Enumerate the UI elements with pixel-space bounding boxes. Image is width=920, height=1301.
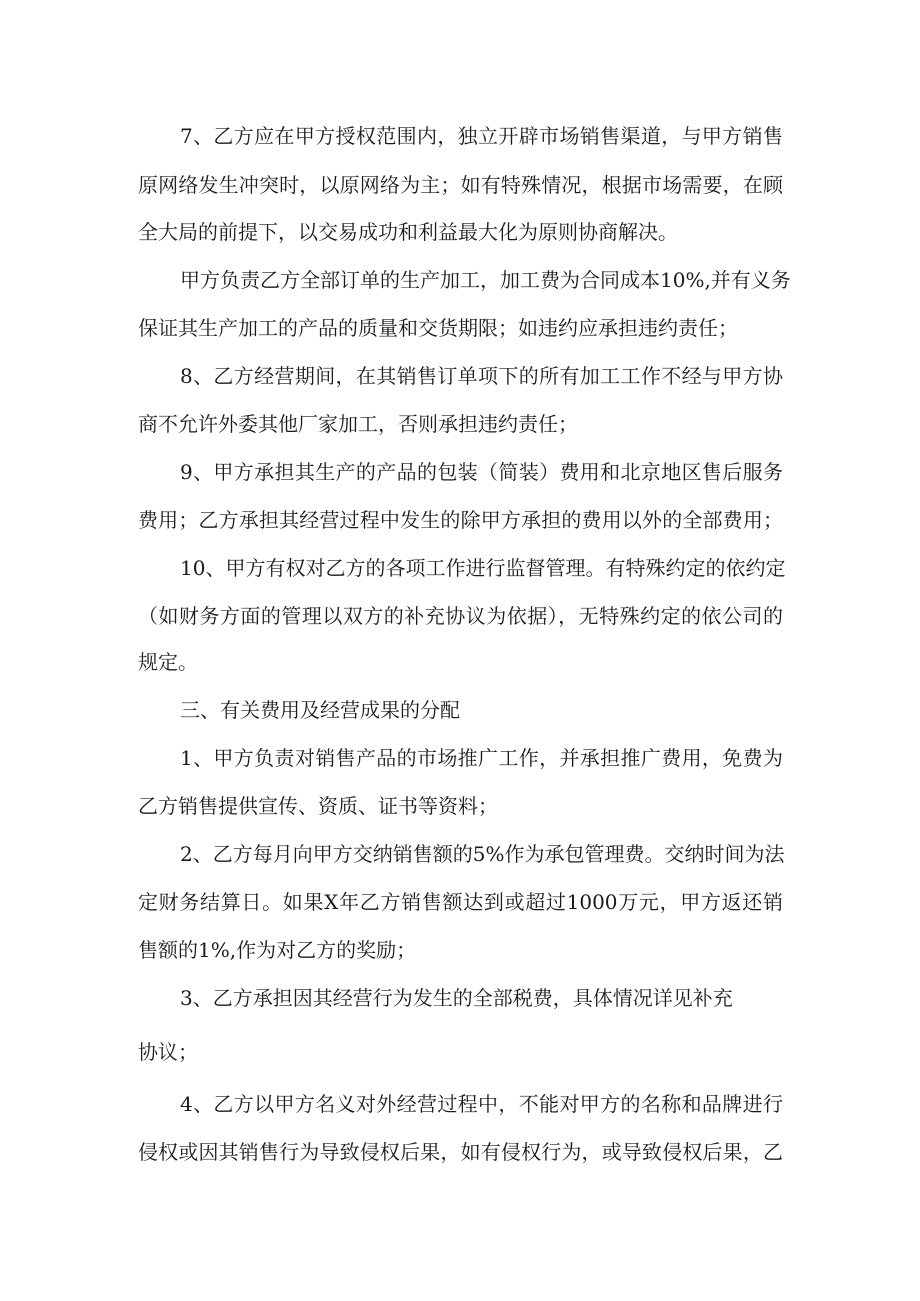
clause-7-line-3: 全大局的前提下，以交易成功和利益最大化为原则协商解决。: [138, 220, 678, 244]
section-3-clause-1-line-1: 1、甲方负责对销售产品的市场推广工作，并承担推广费用，免费为: [180, 746, 783, 770]
clause-8-line-1: 8、乙方经营期间，在其销售订单项下的所有加工工作不经与甲方协: [180, 364, 783, 388]
section-3-clause-3-line-1: 3、乙方承担因其经营行为发生的全部税费，具体情况详见补充: [180, 986, 733, 1010]
processing-clause-line-1: 甲方负责乙方全部订单的生产加工，加工费为合同成本10%,并有义务: [180, 268, 791, 292]
section-3-heading: 三、有关费用及经营成果的分配: [180, 698, 460, 722]
section-3-clause-2-line-2: 定财务结算日。如果X年乙方销售额达到或超过1000万元，甲方返还销: [138, 890, 783, 914]
clause-10-line-3: 规定。: [138, 650, 198, 674]
section-3-clause-1-line-2: 乙方销售提供宣传、资质、证书等资料；: [138, 794, 498, 818]
section-3-clause-3-line-2: 协议；: [138, 1040, 198, 1064]
clause-10-line-2: （如财务方面的管理以双方的补充协议为依据），无特殊约定的依公司的: [138, 604, 783, 628]
section-3-clause-4-line-1: 4、乙方以甲方名义对外经营过程中，不能对甲方的名称和品牌进行: [180, 1092, 783, 1116]
clause-9-line-2: 费用；乙方承担其经营过程中发生的除甲方承担的费用以外的全部费用；: [138, 508, 783, 532]
section-3-clause-2-line-1: 2、乙方每月向甲方交纳销售额的5%作为承包管理费。交纳时间为法: [180, 842, 785, 866]
section-3-clause-4-line-2: 侵权或因其销售行为导致侵权后果，如有侵权行为，或导致侵权后果，乙: [138, 1140, 783, 1164]
clause-7-line-1: 7、乙方应在甲方授权范围内，独立开辟市场销售渠道，与甲方销售: [180, 124, 783, 148]
clause-10-line-1: 10、甲方有权对乙方的各项工作进行监督管理。有特殊约定的依约定: [180, 556, 786, 580]
clause-7-line-2: 原网络发生冲突时，以原网络为主；如有特殊情况，根据市场需要，在顾: [138, 173, 783, 197]
section-3-clause-2-line-3: 售额的1%,作为对乙方的奖励；: [138, 938, 417, 962]
clause-9-line-1: 9、甲方承担其生产的产品的包装（简装）费用和北京地区售后服务: [180, 460, 783, 484]
clause-8-line-2: 商不允许外委其他厂家加工，否则承担违约责任；: [138, 412, 578, 436]
processing-clause-line-2: 保证其生产加工的产品的质量和交货期限；如违约应承担违约责任；: [138, 316, 738, 340]
